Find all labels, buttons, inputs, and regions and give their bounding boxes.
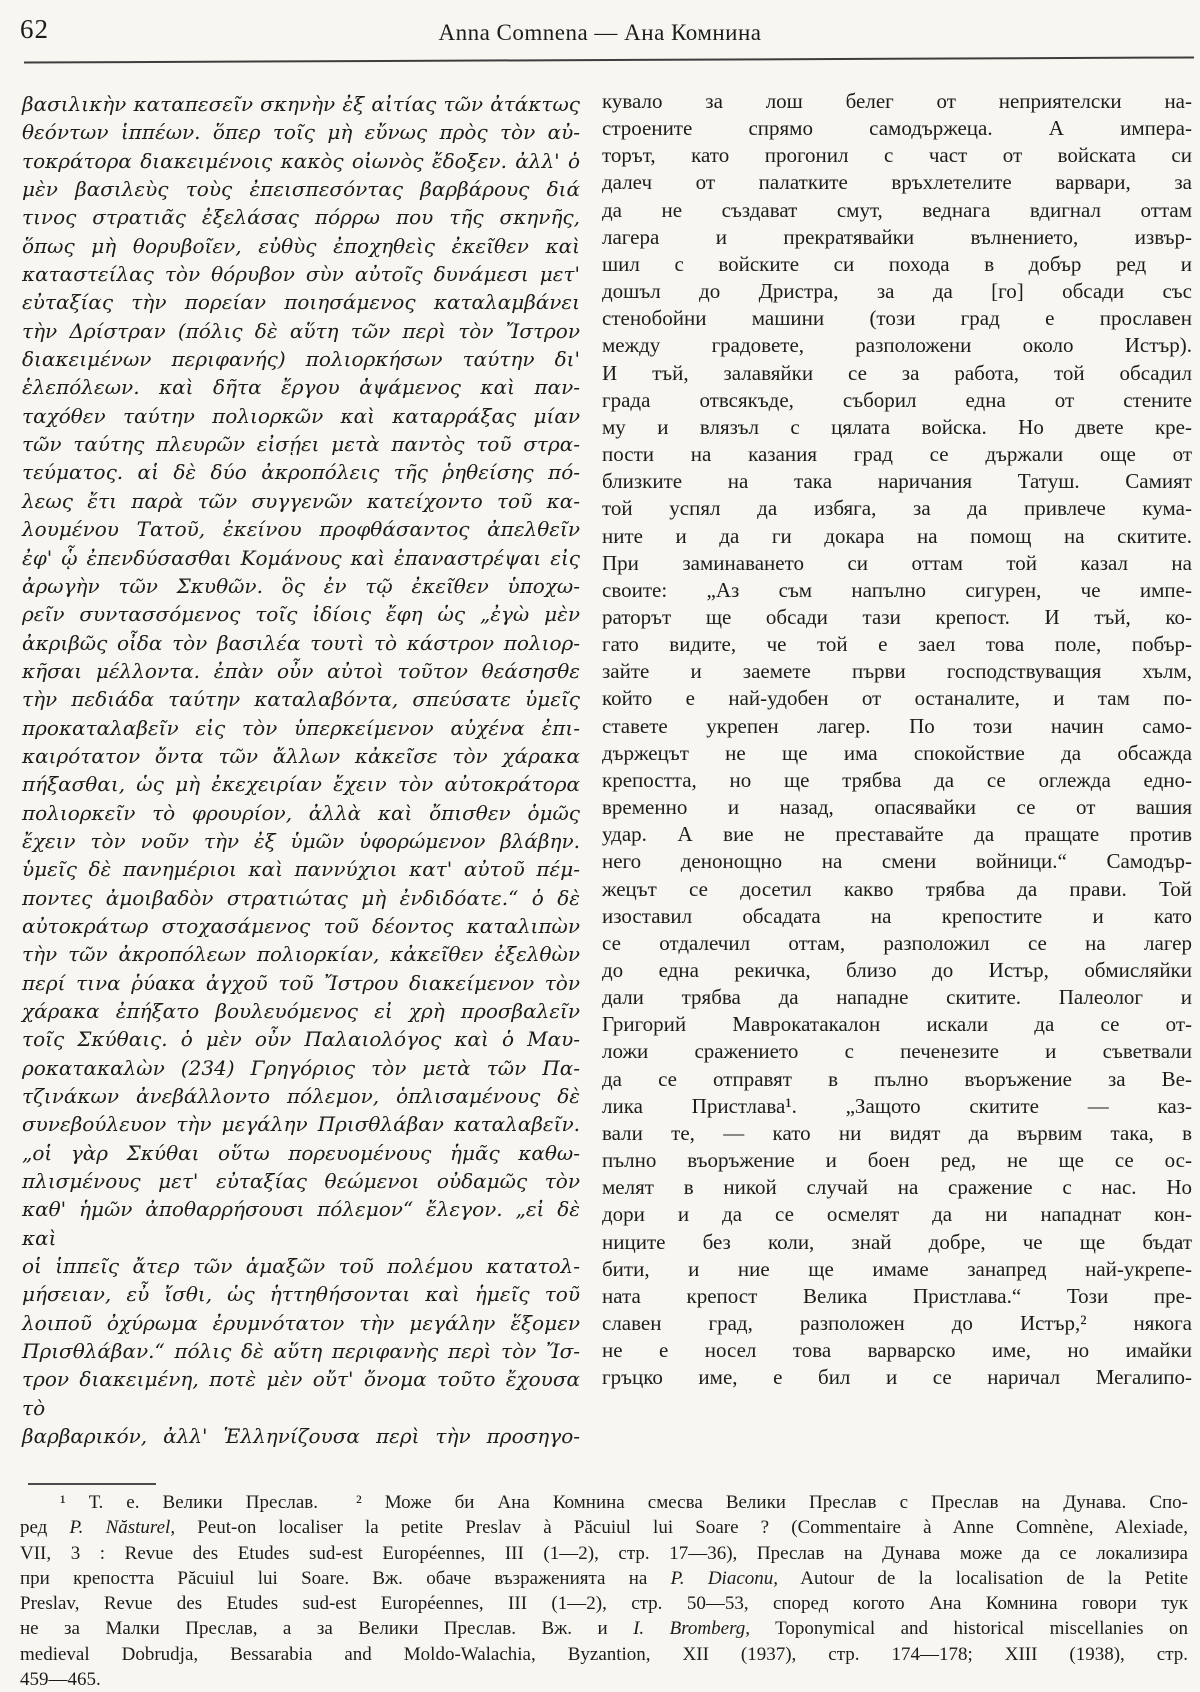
greek-text-line: κῆσαι μέλλοντα. ἐπὰν οὖν αὐτοὶ τοῦτον θεάσησθε: [22, 658, 580, 683]
greek-text-line: πολιορκεῖν τὸ φρουρίον, ἀλλὰ καὶ ὄπισθεν ὁμῶς: [22, 800, 580, 825]
translation-text-line: изоставил обсадата на крепостите и като: [602, 903, 1192, 928]
greek-text-line: ἀκριβῶς οἶδα τὸν βασιλέα τουτὶ τὸ κάστρον πολιορ-: [22, 630, 580, 655]
greek-text-line: τοῖς Σκύθαις. ὁ μὲν οὖν Παλαιολόγος καὶ ὁ Μαυ-: [22, 1027, 580, 1052]
translation-text-line: ложи сражението с печенезите и съветвали: [602, 1039, 1192, 1064]
translation-text-line: Григорий Маврокатакалон искали да се от-: [602, 1012, 1192, 1037]
translation-text-line: града отвсякъде, съборил една от стените: [602, 387, 1192, 412]
footnote-separator: [28, 1483, 156, 1485]
translation-text-line: до една рекичка, близо до Истър, обмисляйки: [602, 958, 1192, 982]
translation-text-line: не е носел това варварско име, но имайки: [602, 1338, 1192, 1363]
footnote-segment: ¹ Т. е. Велики Преслав. ² Може би Ана Комнина смесва Велики Преслав с Преслав на Дунава. Спо-: [60, 1492, 1188, 1513]
footnote-segment: не за Малки Преслав, а за Велики Преслав. Вж. и: [20, 1618, 634, 1640]
translation-text-line: стенобойни машини (този град е прославен: [602, 306, 1192, 331]
footnote-segment: Peut-on localiser la petite Preslav à Păcuiul lui Soare ? (Commentaire à Anne Comnène, Alexiade,: [175, 1517, 1188, 1539]
greek-text-line: ταχόθεν ταύτην πολιορκῶν καὶ καταρράξας μίαν: [22, 403, 580, 428]
greek-text-line: τὴν πεδιάδα ταύτην καταλαβόντα, σπεύσατε ὑμεῖς: [22, 687, 580, 712]
greek-text-line: ὅπως μὴ θορυβοῖεν, εὐθὺς ἐποχηθεὶς ἐκεῖθεν καὶ: [22, 233, 580, 258]
footnote-segment: при крепостта Păcuiul lui Soare. Вж. обаче възраженията на: [20, 1567, 671, 1589]
header-rule: [24, 56, 1194, 63]
footnote-text: [20, 1490, 1188, 1692]
footnote-author-name: P. Năsturel,: [69, 1517, 176, 1539]
translation-text-line: кувало за лош белег от неприятелски на-: [602, 89, 1192, 113]
translation-text-line: гато видите, че той е заел това поле, побър-: [602, 632, 1192, 657]
footnote-segment: ред: [20, 1517, 70, 1539]
greek-text-line: „οἱ γὰρ Σκύθαι οὕτω πορευομένους ἡμᾶς καθω-: [22, 1140, 580, 1165]
greek-text-line: καταστείλας τὸν θόρυβον σὺν αὐτοῖς δυνάμεσι μετ': [22, 262, 580, 287]
greek-text-line: τρον διακειμένη, ποτὲ μὲν οὔτ' ὄνομα τοῦτο ἔχουσα τὸ: [22, 1367, 580, 1420]
greek-text-line: ἐφ' ᾧ ἐπενδύσασθαι Κομάνους καὶ ἐπαναστρέψαι εἰς: [22, 545, 580, 570]
greek-text-line: λοιποῦ ὀχύρωμα ἐρυμνότατον τὴν μεγάλην ἕξομεν: [22, 1310, 580, 1335]
translation-text-line: държецът не ще има спокойствие да обсажда: [602, 740, 1192, 765]
page-number: 62: [20, 14, 49, 44]
translation-text-line: далеч от палатките връхлетелите варвари, за: [602, 170, 1192, 195]
footnote-segment: medieval Dobrudja, Bessarabia and Moldo-Walachia, Byzantion, XII (1937), стр. 174—178; XIII (1938), стр.: [20, 1643, 1188, 1665]
greek-text-line: ἔχειν τὸν νοῦν τὴν ἐξ ὑμῶν ὑφορώμενον βλάβην.: [22, 828, 580, 853]
greek-text-line: λεως ἔτι παρὰ τῶν συγγενῶν κατείχοντο τοῦ κα-: [22, 488, 580, 513]
translation-text-line: дошъл до Дристра, за да [го] обсади със: [602, 279, 1192, 304]
greek-text-line: εὐταξίας τὴν πορείαν ποιησάμενος καταλαμβάνει: [22, 290, 580, 315]
translation-text-line: своите: „Аз съм напълно сигурен, че импе-: [602, 577, 1192, 602]
footnote-author-name: P. Diaconu,: [670, 1567, 779, 1589]
greek-text-line: ποντες ἀμοιβαδὸν στρατιώτας μὴ ἐνδιδόατε.“ ὁ δὲ: [22, 885, 580, 910]
footnote-line: [20, 1490, 1188, 1515]
footnote-line: [20, 1667, 1188, 1692]
greek-text-line: Πρισθλάβαν.“ πόλις δὲ αὕτη περιφανὴς περὶ τὸν Ἴσ-: [22, 1339, 580, 1364]
greek-text-line: ροκατακαλὼν (234) Γρηγόριος τὸν μετὰ τῶν Πα-: [22, 1055, 580, 1080]
translation-text-line: който е най-удобен от останалите, и там по-: [602, 686, 1192, 711]
footnote-line: [20, 1515, 1188, 1540]
footnote-segment: 459—465.: [20, 1669, 101, 1691]
translation-text-line: раторът ще обсади тази крепост. И тъй, ко-: [602, 604, 1192, 629]
greek-text-line: πλισμένους μετ' εὐταξίας θεώμενοι οὐδαμῶς τὸν: [22, 1169, 580, 1194]
greek-text-line: τῶν ταύτης πλευρῶν εἰσῄει μετὰ παντὸς τοῦ στρα-: [22, 432, 580, 457]
greek-text-line: ὑμεῖς δὲ πανημέριοι καὶ παννύχιοι κατ' αὐτοῦ πέμ-: [22, 857, 580, 882]
greek-text-line: αὐτοκράτωρ στοχασάμενος τοῦ δέοντος καταλιπὼν: [22, 913, 580, 938]
footnote-line: [20, 1566, 1188, 1591]
footnote-segment: Autour de la localisation de la Petite: [778, 1567, 1189, 1589]
translation-text-line: бити, и ние ще имаме занапред най-укрепе-: [602, 1256, 1192, 1281]
translation-text-line: И тъй, залавяйки се за работа, той обсадил: [602, 360, 1192, 385]
translation-text-line: шил с войските си похода в добър ред и: [602, 251, 1192, 276]
greek-text-line: τινος στρατιᾶς ἐξελάσας πόρρω που τῆς σκηνῆς,: [22, 205, 580, 230]
footnote-line: [20, 1591, 1188, 1616]
footnote-line: [20, 1541, 1188, 1566]
translation-text-line: се отдалечил оттам, разположил се на лагер: [602, 930, 1192, 955]
translation-text-line: При заминаването си оттам той казал на: [602, 550, 1192, 575]
greek-text-line: βασιλικὴν καταπεσεῖν σκηνὴν ἐξ αἰτίας τῶν ἀτάκτως: [22, 92, 580, 116]
translation-text-line: торът, като прогонил с част от войската си: [602, 143, 1192, 168]
translation-text-line: удар. А вие не преставайте да пращате против: [602, 822, 1192, 847]
translation-text-line: пости на казания град се държали още от: [602, 442, 1192, 467]
greek-text-line: καιρότατον ὄντα τῶν ἄλλων κἀκεῖσε τὸν χάρακα: [22, 743, 580, 768]
greek-text-line: συνεβούλευον τὴν μεγάλην Πρισθλάβαν καταλαβεῖν.: [22, 1112, 580, 1137]
running-title: Anna Comnena — Ана Комнина: [438, 20, 762, 45]
translation-text-line: да не създават смут, веднага вдигнал оттам: [602, 197, 1192, 222]
greek-text-line: τζινάκων ἀνεβάλλοντο πόλεμον, ὁπλισαμένους δὲ: [22, 1084, 580, 1109]
translation-text-line: временно и назад, опасявайки се от вашия: [602, 795, 1192, 820]
footnote-line: [20, 1642, 1188, 1667]
translation-text-line: близките на така наричания Татуш. Самият: [602, 469, 1192, 494]
translation-text-line: му и влязъл с цялата войска. Но двете кре-: [602, 414, 1192, 439]
greek-text-line: τοκράτορα διακειμένοις κακὸς οἰωνὸς ἔδοξεν. ἀλλ' ὁ: [22, 148, 580, 173]
greek-text-line: ἑλεπόλεων. καὶ δῆτα ἔργου ἁψάμενος καὶ παν-: [22, 375, 580, 400]
translation-text-line: мелят в никой случай на сражение с нас. Но: [602, 1175, 1192, 1200]
translation-text-line: него денонощно на смени войници.“ Самодър-: [602, 849, 1192, 874]
footnote-line: [20, 1616, 1188, 1641]
greek-text-line: τὴν Δρίστραν (πόλις δὲ αὕτη τῶν περὶ τὸν Ἴστρον: [22, 318, 580, 343]
translation-text-line: ната крепост Велика Пристлава.“ Този пре-: [602, 1283, 1192, 1308]
translation-text-line: да се отправят в пълно въоръжение за Ве-: [602, 1066, 1192, 1091]
greek-column: [22, 90, 580, 1451]
greek-text-line: οἱ ἱππεῖς ἄτερ τῶν ἁμαξῶν τοῦ πολέμου κατατολ-: [22, 1254, 580, 1279]
greek-text-line: πήξασθαι, ὡς μὴ ἐκεχειρίαν ἔχειν τὸν αὐτοκράτορα: [22, 772, 580, 797]
translation-text-line: дори и да се осмелят да ни нападнат кон-: [602, 1202, 1192, 1227]
footnote-segment: Toponymical and historical miscellanies on: [750, 1618, 1188, 1640]
greek-text-line: προκαταλαβεῖν εἰς τὸν ὑπερκείμενον αὐχένα ἐπι-: [22, 715, 580, 740]
greek-text-line: λουμένου Τατοῦ, ἐκείνου προφθάσαντος ἀπελθεῖν: [22, 517, 580, 542]
greek-text-line: χάρακα ἐπήξατο βουλευόμενος εἰ χρὴ προσβαλεῖν: [22, 999, 580, 1023]
translation-text-line: дали трябва да нападне скитите. Палеолог и: [602, 985, 1192, 1010]
greek-text-line: μὲν βασιλεὺς τοὺς ἐπεισπεσόντας βαρβάρους διά: [22, 177, 580, 202]
greek-text-line: ρεῖν συντασσόμενος τοῖς ἰδίοις ἔφη ὡς „ἐγὼ μὲν: [22, 602, 580, 627]
greek-text-line: διακειμένων περιφανής) πολιορκήσων ταύτην δι': [22, 347, 580, 372]
greek-text-line: θεόντων ἱππέων. ὅπερ τοῖς μὴ εὔνως πρὸς τὸν αὐ-: [22, 120, 580, 145]
translation-column: [602, 88, 1192, 1392]
translation-text-line: лагера и прекратявайки вълнението, извър-: [602, 224, 1192, 249]
translation-text-line: лика Пристлава¹. „Защото скитите — каз-: [602, 1093, 1192, 1118]
greek-text-line: ἀρωγὴν τῶν Σκυθῶν. ὃς ἐν τῷ ἐκεῖθεν ὑποχω-: [22, 573, 580, 598]
greek-text-line: μήσειαν, εὖ ἴσθι, ὡς ἡττηθήσονται καὶ ἡμεῖς τοῦ: [22, 1282, 580, 1307]
translation-text-line: ниците без коли, знай добре, че ще бъдат: [602, 1229, 1192, 1254]
translation-text-line: пълно въоръжение и боен ред, не ще се ос-: [602, 1148, 1192, 1173]
translation-text-line: вали те, — като ни видят да вървим така, в: [602, 1120, 1192, 1145]
footnote-segment: Preslav, Revue des Etudes sud-est Européennes, III (1—2), стр. 50—53, според когото Ана Комнина говори тук: [20, 1593, 1188, 1615]
translation-text-line: зайте и заемете първи господствуващия хълм,: [602, 659, 1192, 684]
greek-text-line: περί τινα ῥύακα ἀγχοῦ τοῦ Ἴστρου διακείμενον τὸν: [22, 970, 580, 995]
translation-text-line: между градовете, разположени около Истър).: [602, 333, 1192, 358]
translation-text-line: жецът се досетил какво трябва да прави. Той: [602, 876, 1192, 901]
greek-text-line: βαρβαρικόν, ἀλλ' Ἑλληνίζουσα περὶ τὴν προσηγο-: [22, 1424, 580, 1449]
greek-text-line: τεύματος. αἱ δὲ δύο ἀκροπόλεις τῆς ῥηθείσης πό-: [22, 460, 580, 485]
translation-text-line: строените спрямо самодържеца. А импера-: [602, 116, 1192, 141]
translation-text-line: ставете укрепен лагер. По този начин само-: [602, 713, 1192, 738]
translation-text-line: крепостта, но ще трябва да се оглежда едно-: [602, 767, 1192, 792]
translation-text-line: ните и да ги докара на помощ на скитите.: [602, 523, 1192, 548]
translation-text-line: славен град, разположен до Истър,² някога: [602, 1311, 1192, 1336]
translation-text-line: гръцко име, е бил и се наричал Мегалипо-: [602, 1365, 1192, 1390]
footnote-segment: VII, 3 : Revue des Etudes sud-est Européennes, III (1—2), стр. 17—36), Преслав на Дунава може да се локализира: [20, 1542, 1188, 1564]
footnote-author-name: I. Bromberg,: [633, 1618, 751, 1640]
greek-text-line: καθ' ἡμῶν ἀποθαρρήσουσι πόλεμον“ ἔλεγον. „εἰ δὲ καὶ: [22, 1197, 580, 1250]
translation-text-line: той успял да избяга, за да привлече кума-: [602, 496, 1192, 521]
greek-text-line: τὴν τῶν ἀκροπόλεων πολιορκίαν, κἀκεῖθεν ἐξελθὼν: [22, 942, 580, 967]
